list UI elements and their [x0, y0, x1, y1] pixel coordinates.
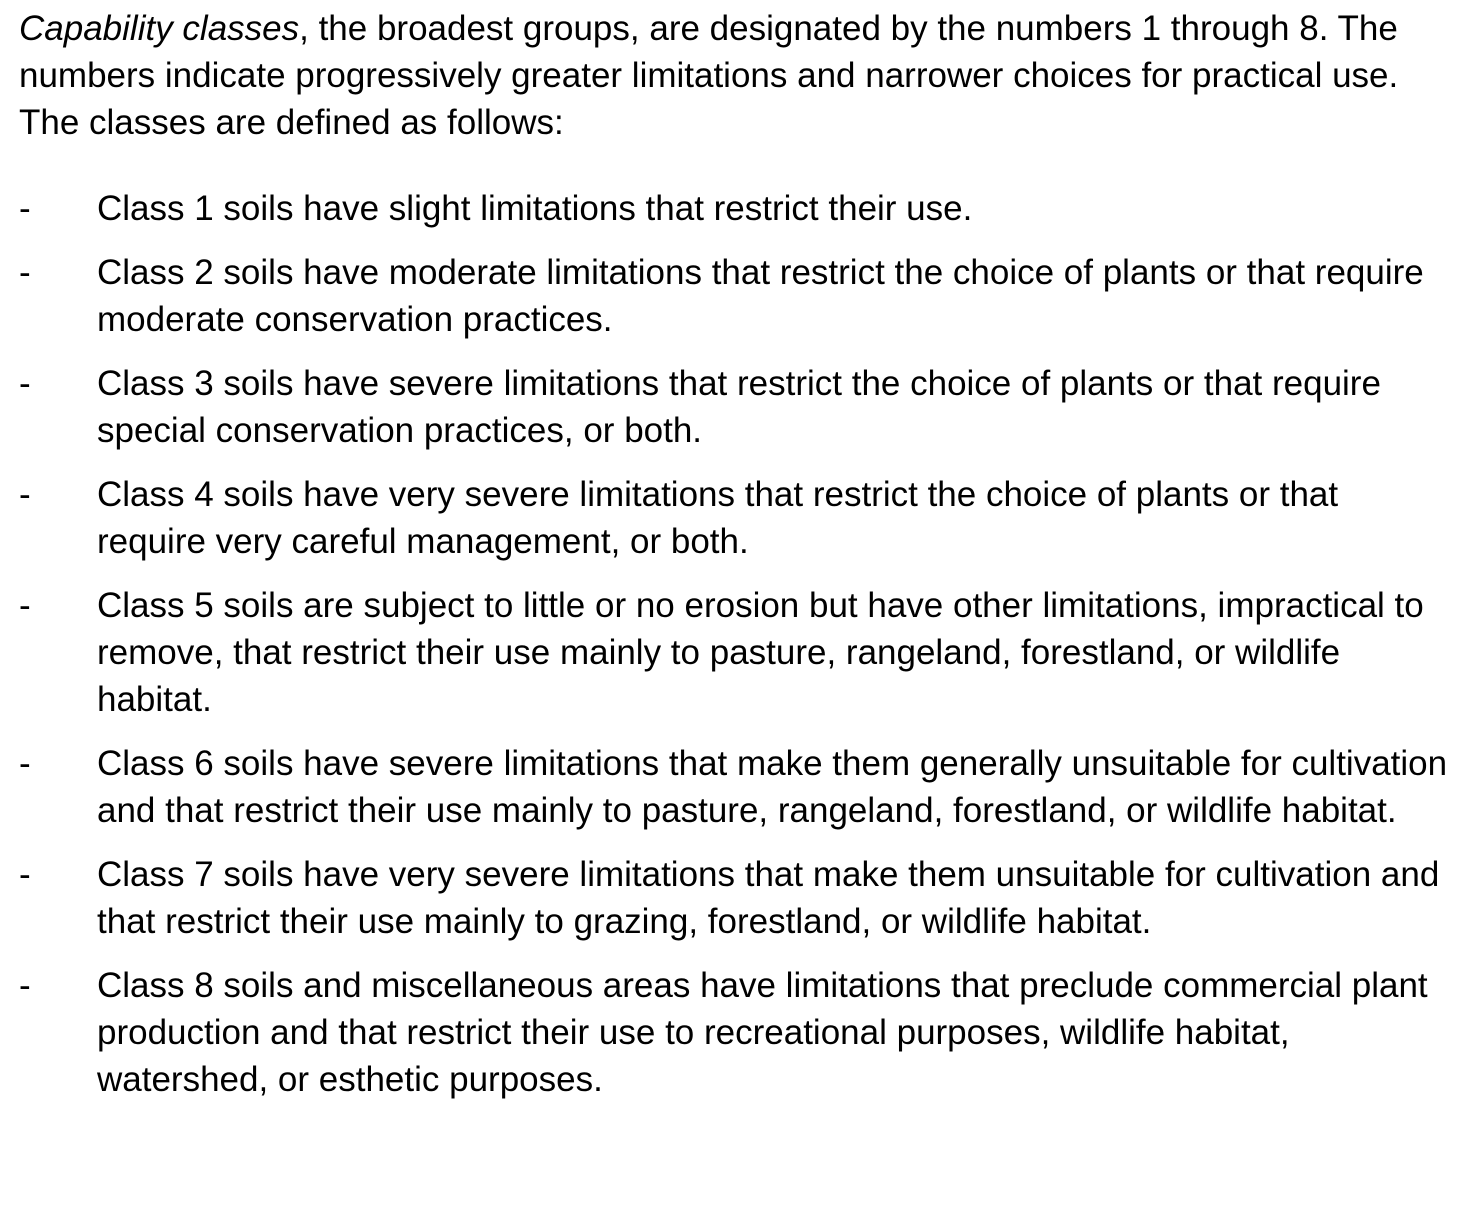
list-item-class-4 — [19, 471, 1454, 565]
list-bullet: - — [19, 253, 31, 292]
list-bullet: - — [19, 966, 31, 1005]
list-item-text: Class 5 soils are subject to little or no erosion but have other limitations, impractical to remove, that restrict their use mainly to pasture, rangeland, forestland, or wildlife habitat. — [97, 586, 1424, 719]
list-item-class-1 — [19, 185, 1454, 232]
list-bullet: - — [19, 189, 31, 228]
list-bullet: - — [19, 364, 31, 403]
list-bullet: - — [19, 744, 31, 783]
list-item-class-6 — [19, 740, 1454, 834]
list-item-class-2 — [19, 249, 1454, 343]
list-item-class-8 — [19, 962, 1454, 1103]
list-item-text: Class 6 soils have severe limitations that make them generally unsuitable for cultivation and that restrict their use mainly to pasture, rangeland, forestland, or wildlife habitat. — [97, 744, 1448, 830]
intro-text: , the broadest groups, are designated by the numbers 1 through 8. The numbers indicate progressively greater limitations and narrower choices for practical use. The classes are defined as follows: — [19, 9, 1399, 142]
list-bullet: - — [19, 586, 31, 625]
list-item-text: Class 4 soils have very severe limitations that restrict the choice of plants or that require very careful management, or both. — [97, 475, 1339, 561]
capability-class-list — [19, 185, 1454, 1103]
intro-paragraph — [19, 5, 1459, 146]
list-bullet: - — [19, 855, 31, 894]
intro-term: Capability classes — [19, 9, 300, 48]
list-item-text: Class 7 soils have very severe limitations that make them unsuitable for cultivation and that restrict their use mainly to grazing, forestland, or wildlife habitat. — [97, 855, 1440, 941]
list-item-class-7 — [19, 851, 1454, 945]
list-item-text: Class 8 soils and miscellaneous areas have limitations that preclude commercial plant production and that restrict their use to recreational purposes, wildlife habitat, watershed, or esthetic purposes. — [97, 966, 1428, 1099]
list-item-text: Class 3 soils have severe limitations that restrict the choice of plants or that require special conservation practices, or both. — [97, 364, 1381, 450]
list-item-class-5 — [19, 582, 1454, 723]
list-item-text: Class 2 soils have moderate limitations that restrict the choice of plants or that require moderate conservation practices. — [97, 253, 1424, 339]
list-item-class-3 — [19, 360, 1454, 454]
list-bullet: - — [19, 475, 31, 514]
list-item-text: Class 1 soils have slight limitations that restrict their use. — [97, 189, 973, 228]
